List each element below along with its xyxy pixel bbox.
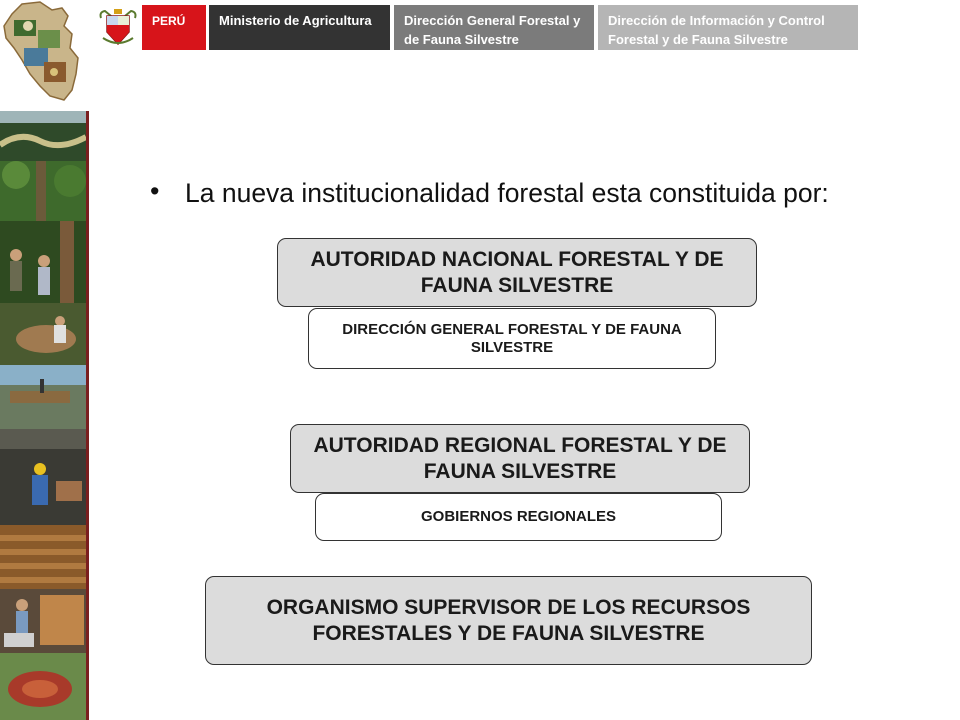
- national-authority-box: [277, 238, 757, 307]
- header-dic-label: Dirección de Información y Control Forestal y de Fauna Silvestre: [598, 5, 858, 50]
- header-peru-label: PERÚ: [142, 5, 206, 50]
- photo-river-barge: [0, 365, 86, 429]
- intro-text: La nueva institucionalidad forestal esta constituida por:: [185, 178, 829, 208]
- photo-stacked-lumber: [0, 525, 86, 589]
- peru-map-logo-icon: [0, 0, 84, 102]
- supervisory-body-title: ORGANISMO SUPERVISOR DE LOS RECURSOS FORESTALES Y DE FAUNA SILVESTRE: [266, 595, 751, 645]
- photo-red-timber: [0, 653, 86, 720]
- regional-authority-box: [290, 424, 750, 493]
- dgffs-box: [308, 308, 716, 369]
- supervisory-body-box: [205, 576, 812, 665]
- header-dgffs-label: Dirección General Forestal y de Fauna Silvestre: [394, 5, 594, 50]
- header-ministry-label: Ministerio de Agricultura: [209, 5, 390, 50]
- bullet-marker: •: [150, 176, 160, 206]
- photo-log-cutting: [0, 303, 86, 365]
- national-shield-icon: [97, 8, 139, 48]
- photo-sawmill-worker: [0, 429, 86, 525]
- photo-forest-workers: [0, 221, 86, 303]
- photo-river-aerial: [0, 111, 86, 161]
- photo-forest-trees: [0, 161, 86, 221]
- dgffs-title: DIRECCIÓN GENERAL FORESTAL Y DE FAUNA SILVESTRE: [342, 320, 682, 356]
- regional-authority-title: AUTORIDAD REGIONAL FORESTAL Y DE FAUNA SILVESTRE: [313, 433, 727, 483]
- national-authority-title: AUTORIDAD NACIONAL FORESTAL Y DE FAUNA SILVESTRE: [310, 247, 724, 297]
- photo-strip: [0, 111, 86, 720]
- photo-strip-divider: [86, 111, 89, 720]
- regional-governments-title: GOBIERNOS REGIONALES: [420, 508, 617, 525]
- regional-governments-box: [315, 493, 722, 541]
- photo-lumber-worker: [0, 589, 86, 653]
